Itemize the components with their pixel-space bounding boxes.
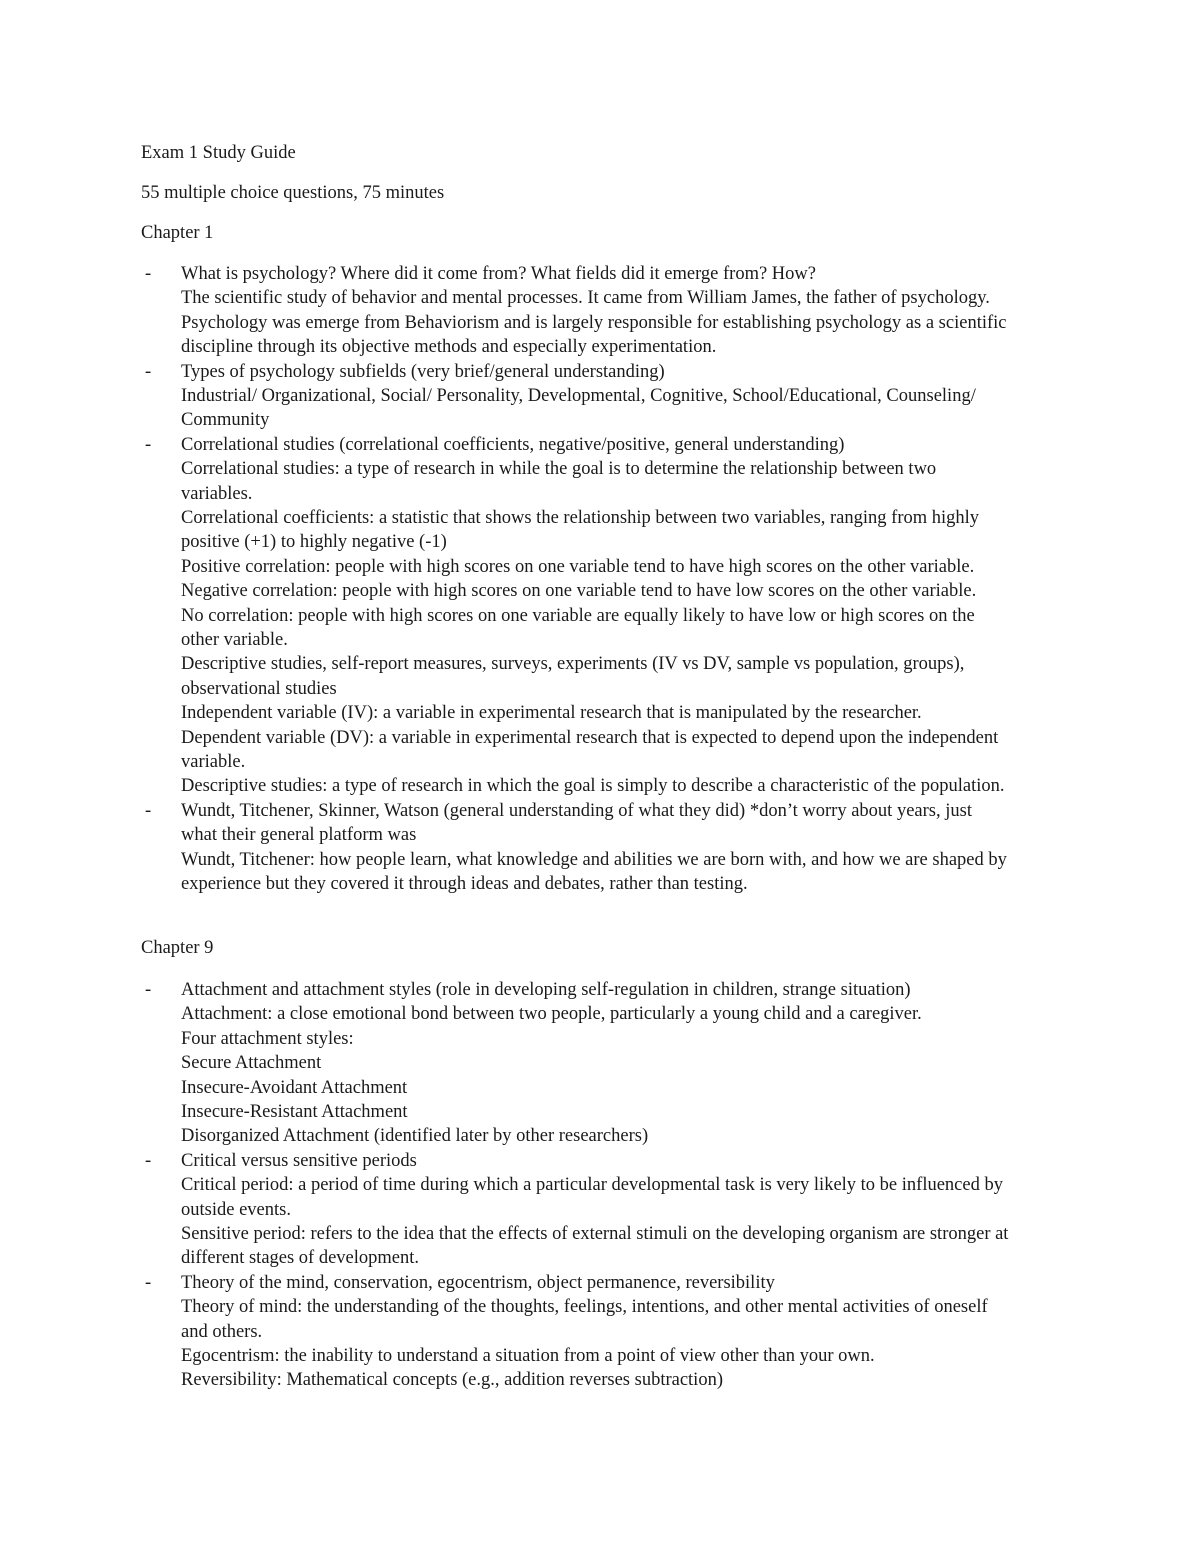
chapter-1-heading: Chapter 1: [141, 223, 214, 243]
bullet-item-text: Critical versus sensitive periods: [181, 1150, 417, 1171]
body-text-line: experience but they covered it through ideas and debates, rather than testing.: [181, 874, 748, 894]
body-text-line: Dependent variable (DV): a variable in experimental research that is expected to depend upon the independent: [181, 727, 999, 748]
body-text-line: Four attachment styles:: [181, 1028, 354, 1049]
body-text-line: what their general platform was: [181, 825, 417, 846]
body-text-line: Egocentrism: the inability to understand a situation from a point of view other than your own.: [181, 1346, 875, 1366]
body-text-line: Disorganized Attachment (identified later by other researchers): [181, 1126, 649, 1147]
body-text-line: Attachment: a close emotional bond between two people, particularly a young child and a caregiver.: [181, 1004, 922, 1025]
body-text-line: discipline through its objective methods and especially experimentation.: [181, 337, 717, 358]
body-text-line: Independent variable (IV): a variable in experimental research that is manipulated by the researcher.: [181, 703, 922, 724]
bullet-item-text: Types of psychology subfields (very brief/general understanding): [181, 361, 665, 382]
body-text-line: Community: [181, 410, 270, 431]
body-text-line: Correlational coefficients: a statistic that shows the relationship between two variables, ranging from highly: [181, 508, 980, 528]
bullet-item-text: Attachment and attachment styles (role in developing self-regulation in children, strange situation): [181, 980, 911, 1000]
bullet-item-text: Theory of the mind, conservation, egocentrism, object permanence, reversibility: [181, 1272, 775, 1293]
body-text-line: Theory of mind: the understanding of the thoughts, feelings, intentions, and other mental activities of oneself: [181, 1297, 988, 1318]
body-text-line: Reversibility: Mathematical concepts (e.g., addition reverses subtraction): [181, 1370, 723, 1391]
body-text-line: Industrial/ Organizational, Social/ Personality, Developmental, Cognitive, School/Educational, Counseling/: [181, 386, 976, 406]
body-text-line: variables.: [181, 483, 253, 504]
document-title: Exam 1 Study Guide: [141, 143, 296, 163]
bullet-dash: -: [145, 434, 152, 455]
document-subtitle: 55 multiple choice questions, 75 minutes: [141, 183, 445, 203]
bullet-dash: -: [145, 1272, 152, 1293]
body-text-line: The scientific study of behavior and mental processes. It came from William James, the father of psychology.: [181, 288, 990, 309]
bullet-dash: -: [145, 1150, 152, 1171]
body-text-line: positive (+1) to highly negative (-1): [181, 532, 447, 553]
bullet-dash: -: [145, 980, 152, 1000]
bullet-item-text: Wundt, Titchener, Skinner, Watson (general understanding of what they did) *don’t worry about years, just: [181, 800, 972, 821]
chapter-9-heading: Chapter 9: [141, 938, 214, 958]
body-text-line: different stages of development.: [181, 1248, 420, 1269]
body-text-line: outside events.: [181, 1199, 291, 1220]
body-text-line: Wundt, Titchener: how people learn, what knowledge and abilities we are born with, and how we are shaped by: [181, 849, 1007, 870]
body-text-line: other variable.: [181, 630, 288, 650]
body-text-line: Positive correlation: people with high scores on one variable tend to have high scores on the other variable.: [181, 556, 975, 577]
body-text-line: variable.: [181, 752, 246, 772]
bullet-item-text: Correlational studies (correlational coefficients, negative/positive, general understanding): [181, 434, 845, 455]
body-text-line: Insecure-Resistant Attachment: [181, 1102, 408, 1122]
body-text-line: Negative correlation: people with high scores on one variable tend to have low scores on the other variable.: [181, 581, 977, 602]
body-text-line: Secure Attachment: [181, 1053, 322, 1074]
body-text-line: Insecure-Avoidant Attachment: [181, 1077, 408, 1098]
body-text-line: Correlational studies: a type of research in while the goal is to determine the relationship between two: [181, 459, 937, 480]
body-text-line: and others.: [181, 1321, 263, 1342]
bullet-dash: -: [145, 264, 152, 284]
body-text-line: Descriptive studies: a type of research in which the goal is simply to describe a characteristic of the population.: [181, 776, 1005, 797]
body-text-line: observational studies: [181, 678, 337, 699]
bullet-dash: -: [145, 361, 152, 382]
bullet-item-text: What is psychology? Where did it come from? What fields did it emerge from? How?: [181, 264, 816, 284]
body-text-line: Sensitive period: refers to the idea that the effects of external stimuli on the developing organism are stronger at: [181, 1224, 1009, 1244]
body-text-line: Psychology was emerge from Behaviorism and is largely responsible for establishing psychology as a scientific: [181, 312, 1007, 333]
bullet-dash: -: [145, 800, 152, 821]
body-text-line: Descriptive studies, self-report measures, surveys, experiments (IV vs DV, sample vs population, groups),: [181, 654, 965, 675]
body-text-line: Critical period: a period of time during which a particular developmental task is very likely to be influenced by: [181, 1175, 1003, 1196]
body-text-line: No correlation: people with high scores on one variable are equally likely to have low or high scores on the: [181, 605, 975, 626]
